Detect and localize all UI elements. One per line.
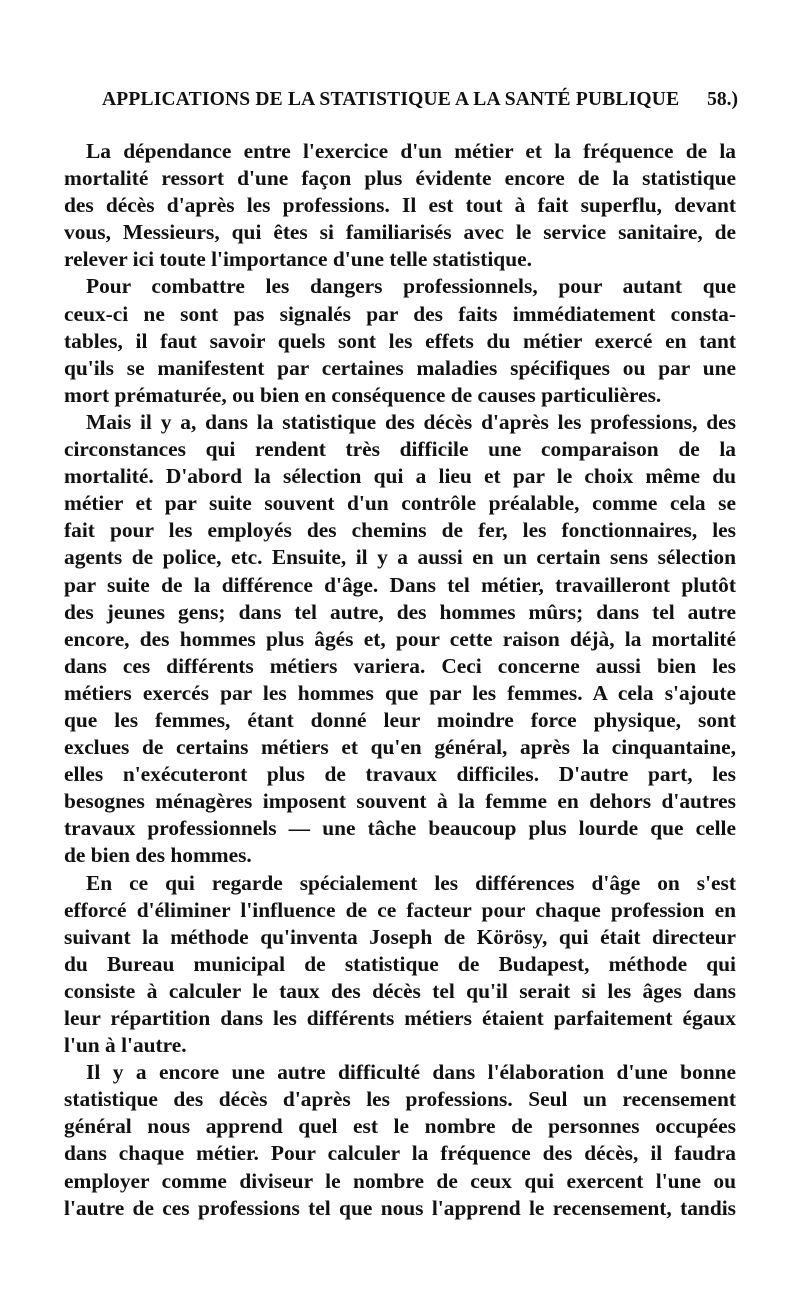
text-line: Pour combattre les dangers professionnels, pour autant que xyxy=(86,274,736,299)
text-line: dans chaque métier. Pour calculer la fréquence des décès, il faudra xyxy=(64,1141,736,1166)
text-line: employer comme diviseur le nombre de ceux qui exercent l'une ou xyxy=(64,1168,736,1193)
text-line: l'un à l'autre. xyxy=(64,1033,187,1058)
text-line: du Bureau municipal de statistique de Budapest, méthode qui xyxy=(64,951,736,976)
text-line: statistique des décès d'après les professions. Seul un recensement xyxy=(64,1087,736,1112)
text-line: métiers exercés par les hommes que par les femmes. A cela s'ajoute xyxy=(64,680,736,705)
text-line: mortalité. D'abord la sélection qui a lieu et par le choix même du xyxy=(64,464,736,489)
text-line: que les femmes, étant donné leur moindre force physique, sont xyxy=(64,707,736,732)
page-number: 58.) xyxy=(707,89,738,110)
text-line: Mais il y a, dans la statistique des décès d'après les professions, des xyxy=(86,409,736,434)
text-line: vous, Messieurs, qui êtes si familiarisés avec le service sanitaire, de xyxy=(64,220,736,245)
text-line: encore, des hommes plus âgés et, pour cette raison déjà, la mortalité xyxy=(64,626,736,651)
text-line: efforcé d'éliminer l'influence de ce facteur pour chaque profession en xyxy=(64,897,736,922)
text-line: suivant la méthode qu'inventa Joseph de Körösy, qui était directeur xyxy=(64,924,736,949)
body-text xyxy=(64,138,736,1222)
text-line: ceux-ci ne sont pas signalés par des faits immédiatement consta- xyxy=(64,301,736,326)
text-line: de bien des hommes. xyxy=(64,843,252,868)
text-line: dans ces différents métiers variera. Ceci concerne aussi bien les xyxy=(64,653,736,678)
text-line: circonstances qui rendent très difficile une comparaison de la xyxy=(64,437,736,462)
text-line: exclues de certains métiers et qu'en général, après la cinquantaine, xyxy=(64,735,736,760)
text-line: Il y a encore une autre difficulté dans l'élaboration d'une bonne xyxy=(86,1060,736,1085)
text-line: qu'ils se manifestent par certaines maladies spécifiques ou par une xyxy=(64,355,736,380)
paragraph-2 xyxy=(64,273,736,408)
running-head xyxy=(102,89,742,115)
text-line: général nous apprend quel est le nombre de personnes occupées xyxy=(64,1114,736,1139)
text-line: métier et par suite souvent d'un contrôle préalable, comme cela se xyxy=(64,491,736,516)
text-line: mort prématurée, ou bien en conséquence de causes particulières. xyxy=(64,382,662,407)
text-line: par suite de la différence d'âge. Dans tel métier, travailleront plutôt xyxy=(64,572,736,597)
text-line: tables, il faut savoir quels sont les effets du métier exercé en tant xyxy=(64,328,736,353)
text-line: des décès d'après les professions. Il est tout à fait superflu, devant xyxy=(64,193,736,218)
text-line: des jeunes gens; dans tel autre, des hommes mûrs; dans tel autre xyxy=(64,599,736,624)
text-line: La dépendance entre l'exercice d'un métier et la fréquence de la xyxy=(86,139,736,163)
text-line: En ce qui regarde spécialement les différences d'âge on s'est xyxy=(86,870,736,895)
text-line: relever ici toute l'importance d'une telle statistique. xyxy=(64,247,532,272)
text-line: elles n'exécuteront plus de travaux difficiles. D'autre part, les xyxy=(64,762,736,787)
text-line: mortalité ressort d'une façon plus évidente encore de la statistique xyxy=(64,166,736,191)
running-title: APPLICATIONS DE LA STATISTIQUE A LA SANTÉ PUBLIQUE xyxy=(102,89,680,110)
text-line: agents de police, etc. Ensuite, il y a aussi en un certain sens sélection xyxy=(64,545,736,570)
paragraph-1 xyxy=(64,138,736,273)
text-line: leur répartition dans les différents métiers étaient parfaitement égaux xyxy=(64,1006,736,1030)
text-line: fait pour les employés des chemins de fer, les fonctionnaires, les xyxy=(64,518,736,543)
paragraph-4 xyxy=(64,870,736,1060)
text-line: travaux professionnels — une tâche beaucoup plus lourde que celle xyxy=(64,816,736,841)
text-line: consiste à calculer le taux des décès tel qu'il serait si les âges dans xyxy=(64,978,736,1003)
text-line: besognes ménagères imposent souvent à la femme en dehors d'autres xyxy=(64,789,736,814)
paragraph-5 xyxy=(64,1059,736,1222)
paragraph-3 xyxy=(64,409,736,870)
text-line: l'autre de ces professions tel que nous l'apprend le recensement, tandis xyxy=(64,1195,736,1220)
